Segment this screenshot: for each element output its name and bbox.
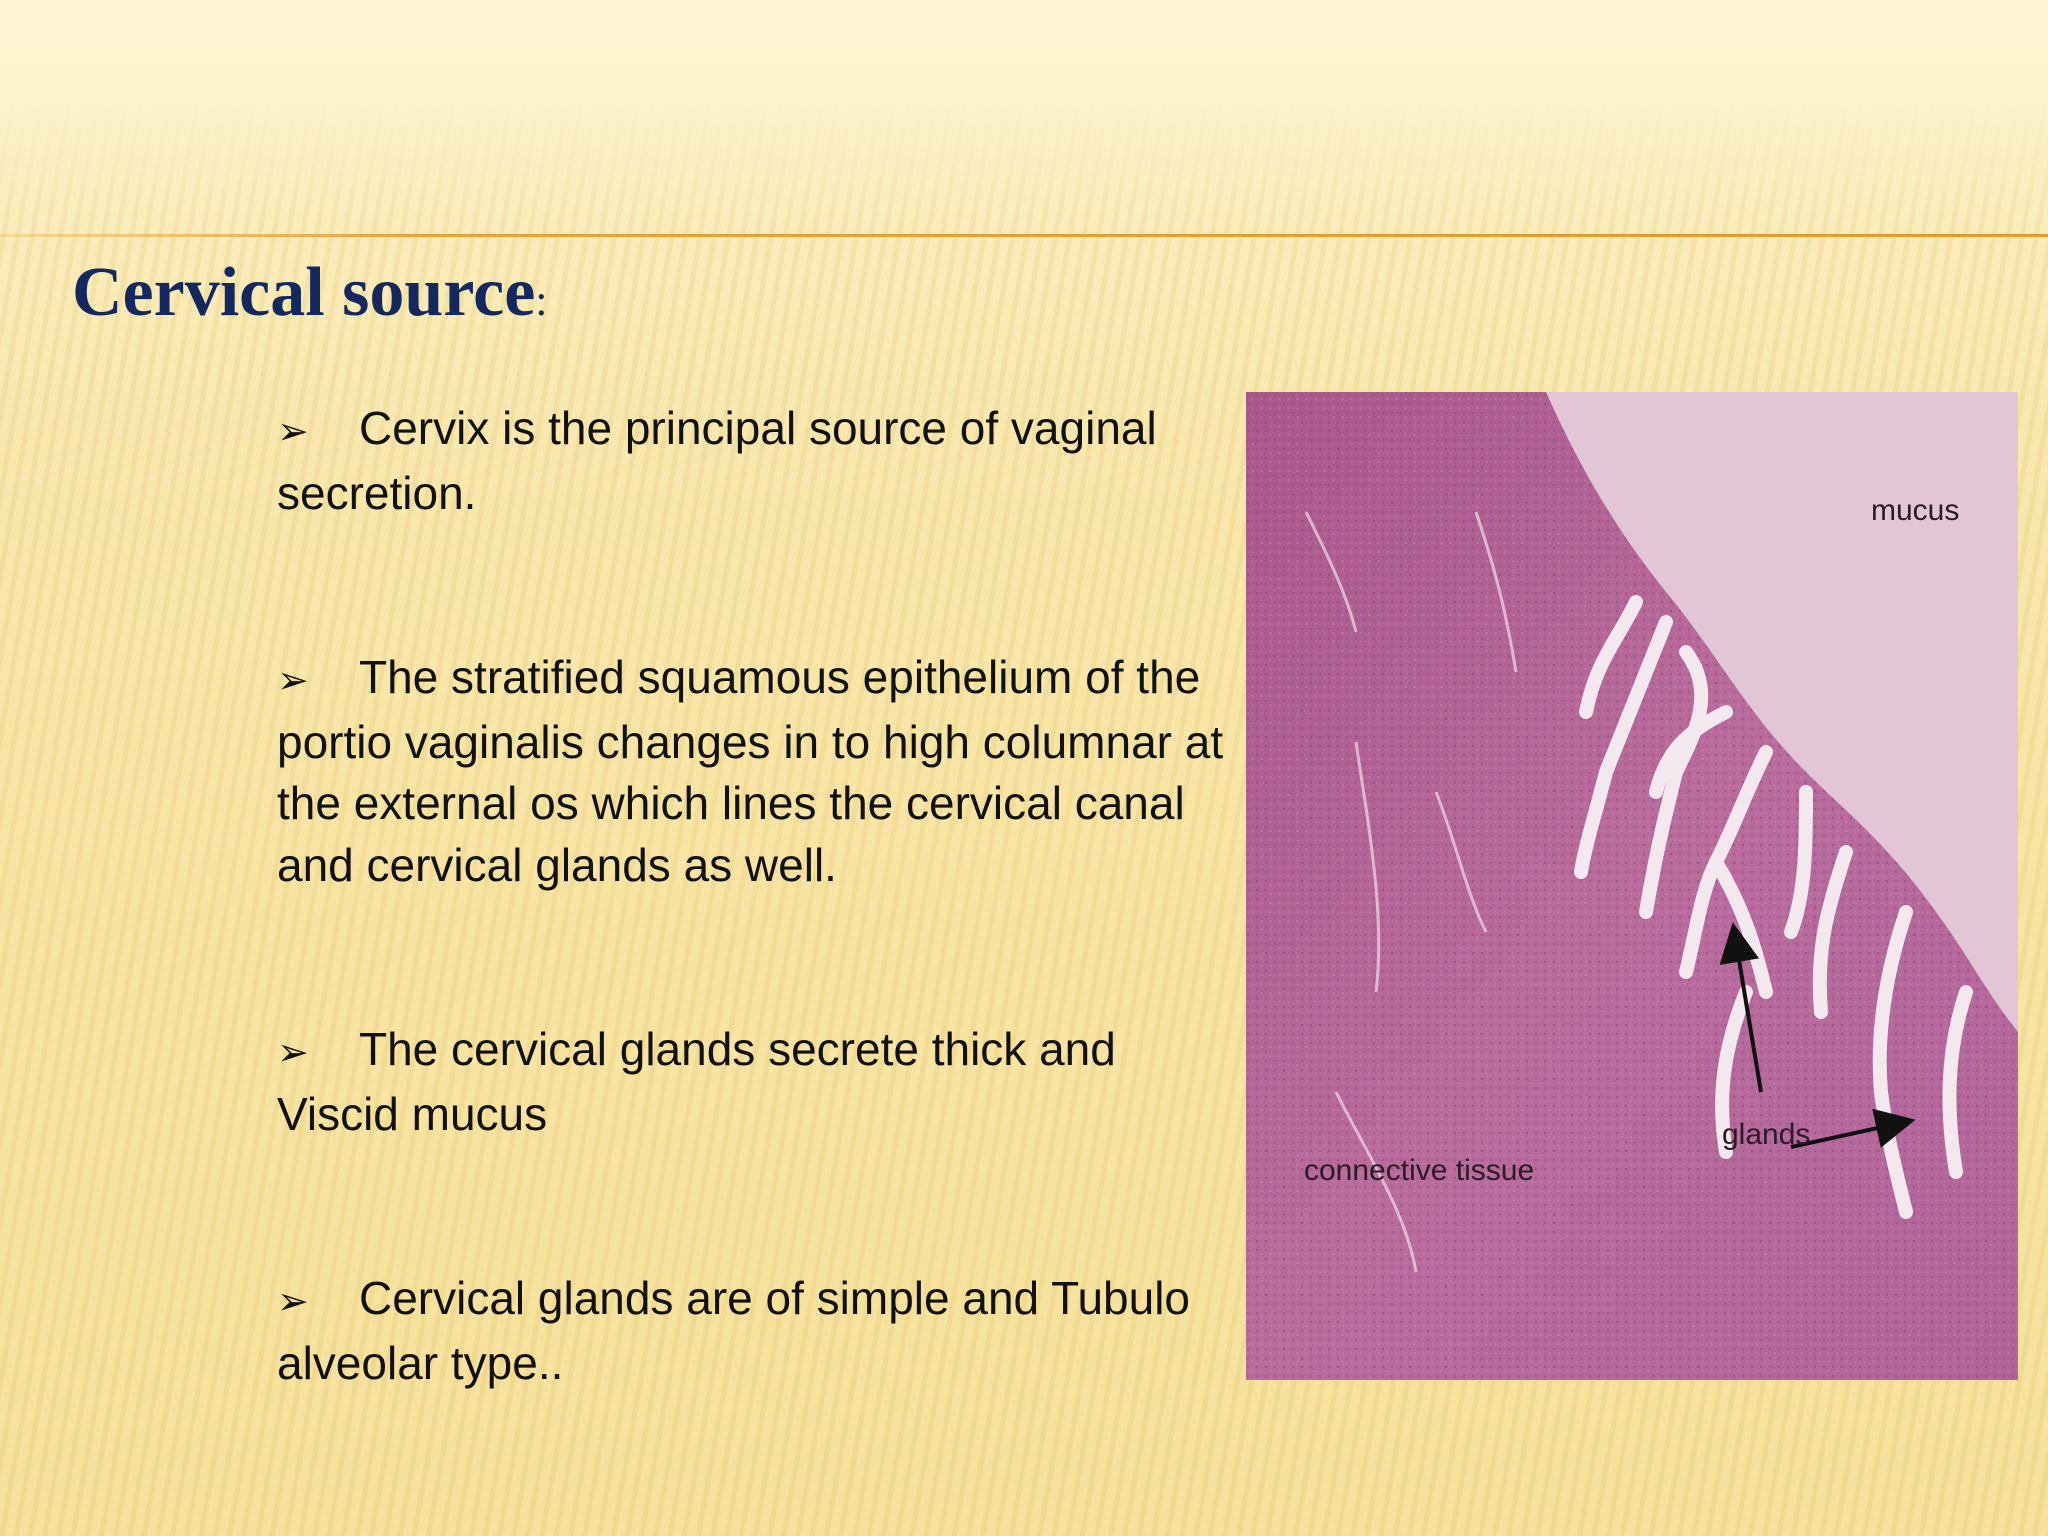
bullet-text: The stratified squamous epithelium of the portio vaginalis changes in to high columnar at the external os which lines the cervical canal and cervical glands as well. <box>277 651 1224 891</box>
histology-micrograph <box>1246 392 2018 1380</box>
bullet-text: Cervical glands are of simple and Tubulo alveolar type.. <box>277 1272 1191 1389</box>
title-colon: : <box>535 276 548 325</box>
bullet-item <box>277 1268 1237 1394</box>
arrow-bullet-icon: ➢ <box>277 1279 309 1323</box>
bullet-list <box>277 398 1237 1394</box>
connective-tissue-label: connective tissue <box>1304 1154 1535 1187</box>
arrow-bullet-icon: ➢ <box>277 409 309 453</box>
glands-label: glands <box>1722 1118 1811 1151</box>
title-text: Cervical source <box>72 254 536 331</box>
micrograph-svg <box>1246 392 2018 1380</box>
bullet-item <box>277 398 1237 524</box>
bullet-text: Cervix is the principal source of vaginal secretion. <box>277 402 1157 519</box>
header-band <box>0 0 2048 235</box>
bullet-text: The cervical glands secrete thick and Viscid mucus <box>277 1023 1116 1140</box>
header-rule <box>0 234 2048 237</box>
arrow-bullet-icon: ➢ <box>277 1030 309 1074</box>
mucus-label: mucus <box>1871 494 1960 527</box>
slide-title <box>72 248 548 346</box>
bullet-item <box>277 647 1237 896</box>
bullet-item <box>277 1019 1237 1145</box>
arrow-bullet-icon: ➢ <box>277 658 309 702</box>
